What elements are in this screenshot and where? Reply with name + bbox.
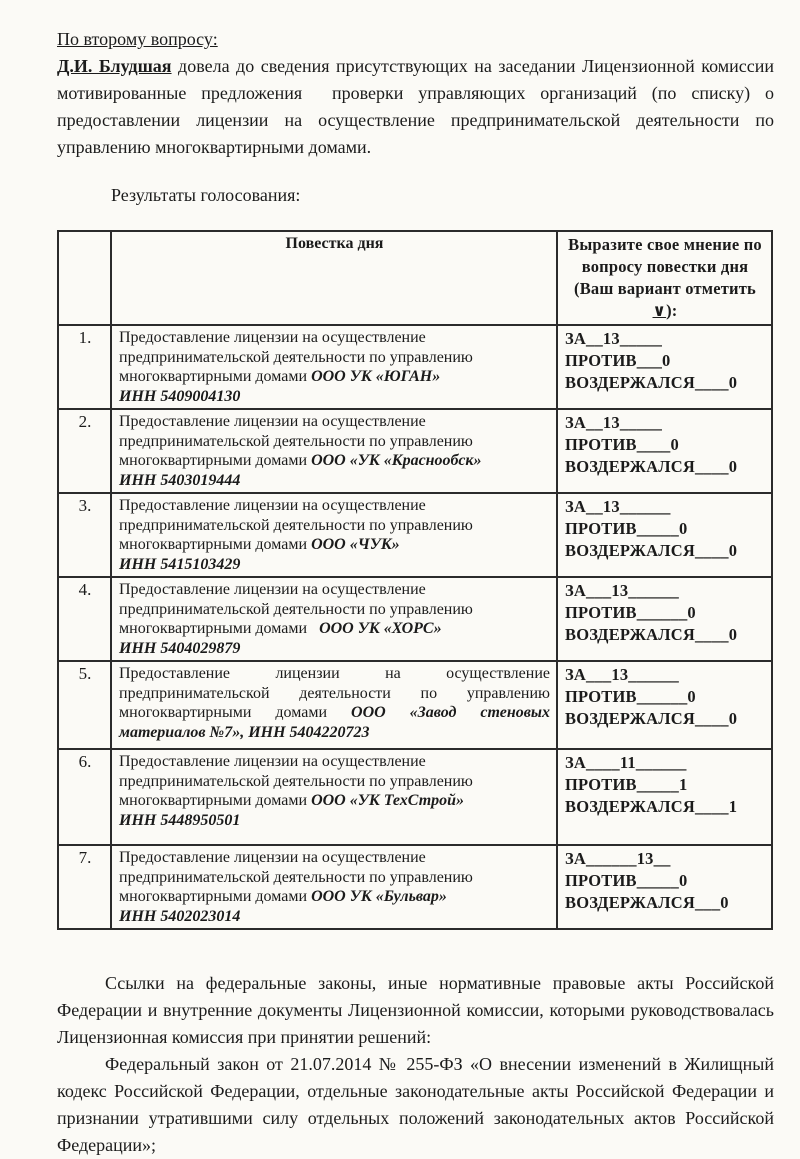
row-number: 2. bbox=[58, 409, 111, 493]
speaker-name: Д.И. Блудшая bbox=[57, 56, 172, 76]
vote-cell bbox=[557, 493, 772, 577]
header-vote-text: Выразите свое мнение по вопросу повестки дня (Ваш вариант отметить bbox=[568, 235, 762, 298]
header-vote-suffix: ): bbox=[666, 301, 678, 320]
vote-protiv: ПРОТИВ_____0 bbox=[565, 519, 688, 538]
vote-protiv: ПРОТИВ_____0 bbox=[565, 871, 688, 890]
vote-protiv: ПРОТИВ___0 bbox=[565, 351, 671, 370]
table-row bbox=[58, 845, 772, 929]
table-row bbox=[58, 325, 772, 409]
table-row bbox=[58, 577, 772, 661]
vote-cell bbox=[557, 577, 772, 661]
checkmark-symbol: ∨ bbox=[652, 301, 667, 320]
org-inn: ИНН 5409004130 bbox=[119, 387, 241, 405]
agenda-cell bbox=[111, 661, 557, 749]
vote-cell bbox=[557, 845, 772, 929]
header-agenda-cell: Повестка дня bbox=[111, 231, 557, 325]
vote-za: ЗА___13______ bbox=[565, 581, 679, 600]
org-name: ООО УК «ХОРС» bbox=[319, 620, 442, 637]
org-name: ООО «ЧУК» bbox=[311, 536, 400, 553]
org-inn: ИНН 5415103429 bbox=[119, 555, 241, 573]
row-number: 1. bbox=[58, 325, 111, 409]
org-name: ООО «УК ТехСтрой» bbox=[311, 792, 465, 809]
table-row bbox=[58, 493, 772, 577]
agenda-text: Предоставление лицензии на осуществление предпринимательской деятельности по управлению многоквартирными домами bbox=[119, 413, 473, 469]
org-name: ООО «УК «Краснообск» bbox=[311, 452, 482, 469]
vote-cell bbox=[557, 749, 772, 845]
agenda-text: Предоставление лицензии на осуществление предпринимательской деятельности по управлению многоквартирными домами bbox=[119, 581, 473, 637]
intro-text: довела до сведения присутствующих на заседании Лицензионной комиссии мотивированные предложения проверки управляющих организаций (по списку) о предоставлении лицензии на осуществление предпринимательской деятельности по управлению многоквартирными домами. bbox=[57, 56, 774, 157]
org-inn: ИНН 5403019444 bbox=[119, 471, 241, 489]
row-number: 6. bbox=[58, 749, 111, 845]
row-number: 5. bbox=[58, 661, 111, 749]
org-name: ООО УК «ЮГАН» bbox=[311, 368, 441, 385]
table-row bbox=[58, 661, 772, 749]
agenda-cell bbox=[111, 493, 557, 577]
footer-paragraph-federal-law: Федеральный закон от 21.07.2014 № 255-ФЗ «О внесении изменений в Жилищный кодекс Российской Федерации, отдельные законодательные акты Российской Федерации и признании утратившими силу отдельных положений законодательных актов Российской Федерации»; bbox=[57, 1054, 774, 1155]
agenda-text: Предоставление лицензии на осуществление предпринимательской деятельности по управлению многоквартирными домами bbox=[119, 497, 473, 553]
org-inn: ИНН 5404220723 bbox=[248, 723, 370, 741]
vote-protiv: ПРОТИВ______0 bbox=[565, 687, 696, 706]
agenda-text: Предоставление лицензии на осуществление предпринимательской деятельности по управлению многоквартирными домами bbox=[119, 665, 550, 721]
agenda-cell bbox=[111, 749, 557, 845]
agenda-cell bbox=[111, 325, 557, 409]
vote-cell bbox=[557, 325, 772, 409]
org-inn: ИНН 5448950501 bbox=[119, 811, 241, 829]
vote-vozderzhalsya: ВОЗДЕРЖАЛСЯ____0 bbox=[565, 541, 738, 560]
vote-protiv: ПРОТИВ____0 bbox=[565, 435, 679, 454]
vote-protiv: ПРОТИВ_____1 bbox=[565, 775, 688, 794]
agenda-text: Предоставление лицензии на осуществление предпринимательской деятельности по управлению многоквартирными домами bbox=[119, 849, 473, 905]
section-heading bbox=[57, 26, 774, 53]
org-name: ООО УК «Бульвар» bbox=[311, 888, 447, 905]
agenda-cell bbox=[111, 409, 557, 493]
vote-protiv: ПРОТИВ______0 bbox=[565, 603, 696, 622]
intro-paragraph bbox=[57, 53, 774, 161]
vote-za: ЗА___13______ bbox=[565, 665, 679, 684]
vote-vozderzhalsya: ВОЗДЕРЖАЛСЯ____1 bbox=[565, 797, 738, 816]
vote-vozderzhalsya: ВОЗДЕРЖАЛСЯ____0 bbox=[565, 457, 738, 476]
agenda-text: Предоставление лицензии на осуществление предпринимательской деятельности по управлению многоквартирными домами bbox=[119, 753, 473, 809]
org-name: ООО «Завод стеновых материалов №7», bbox=[119, 704, 550, 741]
vote-za: ЗА______13__ bbox=[565, 849, 671, 868]
vote-za: ЗА____11______ bbox=[565, 753, 687, 772]
results-label: Результаты голосования: bbox=[111, 185, 301, 205]
vote-za: ЗА__13______ bbox=[565, 497, 671, 516]
vote-cell bbox=[557, 661, 772, 749]
vote-cell bbox=[557, 409, 772, 493]
section-heading-text: По второму вопросу: bbox=[57, 29, 218, 49]
vote-vozderzhalsya: ВОЗДЕРЖАЛСЯ____0 bbox=[565, 373, 738, 392]
agenda-cell bbox=[111, 577, 557, 661]
footer-block bbox=[57, 970, 774, 1159]
table-row bbox=[58, 749, 772, 845]
row-number: 4. bbox=[58, 577, 111, 661]
table-row bbox=[58, 409, 772, 493]
header-vote-cell bbox=[557, 231, 772, 325]
vote-vozderzhalsya: ВОЗДЕРЖАЛСЯ____0 bbox=[565, 625, 738, 644]
org-inn: ИНН 5402023014 bbox=[119, 907, 241, 925]
vote-vozderzhalsya: ВОЗДЕРЖАЛСЯ___0 bbox=[565, 893, 729, 912]
vote-za: ЗА__13_____ bbox=[565, 329, 663, 348]
vote-za: ЗА__13_____ bbox=[565, 413, 663, 432]
agenda-text: Предоставление лицензии на осуществление предпринимательской деятельности по управлению многоквартирными домами bbox=[119, 329, 473, 385]
agenda-cell bbox=[111, 845, 557, 929]
org-inn: ИНН 5404029879 bbox=[119, 639, 241, 657]
footer-paragraph-references: Ссылки на федеральные законы, иные нормативные правовые акты Российской Федерации и внутренние документы Лицензионной комиссии, которыми руководствовалась Лицензионная комиссия при принятии решений: bbox=[57, 973, 774, 1047]
vote-vozderzhalsya: ВОЗДЕРЖАЛСЯ____0 bbox=[565, 709, 738, 728]
header-number-cell bbox=[58, 231, 111, 325]
row-number: 7. bbox=[58, 845, 111, 929]
row-number: 3. bbox=[58, 493, 111, 577]
voting-results-table bbox=[57, 230, 773, 930]
table-header-row bbox=[58, 231, 772, 325]
